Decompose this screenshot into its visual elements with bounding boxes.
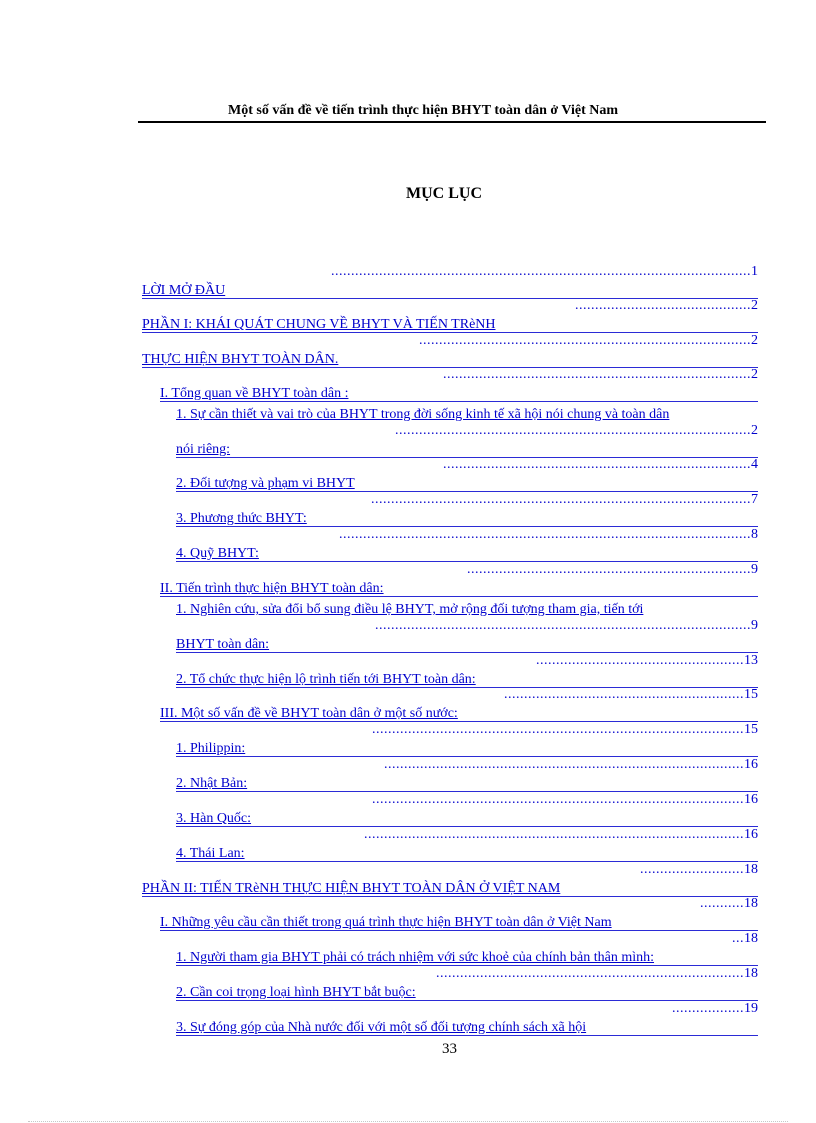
toc-entry[interactable] bbox=[142, 264, 758, 299]
toc-entry-label[interactable]: 4. Thái Lan: bbox=[176, 846, 245, 861]
running-header: Một số vấn đề về tiến trình thực hiện BHYT toàn dân ở Việt Nam bbox=[228, 103, 619, 118]
toc-entry[interactable] bbox=[142, 333, 758, 368]
toc-entry-page: ...............................................................................................16 bbox=[364, 827, 758, 842]
toc-entry-page: ..........................................................................................16 bbox=[384, 757, 758, 772]
toc-entry-label-line1[interactable]: 1. Nghiên cứu, sửa đổi bổ sung điều lệ BHYT, mở rộng đối tượng tham gia, tiến tới bbox=[176, 602, 644, 617]
toc-entry-label[interactable]: 1. Philippin: bbox=[176, 741, 246, 756]
toc-entry[interactable] bbox=[176, 407, 758, 458]
toc-entry[interactable] bbox=[176, 722, 758, 757]
toc-entry-page: .......................................................................................................8 bbox=[339, 527, 758, 542]
toc-entry-page: ...................................................................................2 bbox=[419, 333, 758, 348]
toc-entry-page: ...............................................................................................7 bbox=[371, 492, 758, 507]
toc-entry-page: .............................................................................4 bbox=[443, 457, 758, 472]
toc-entry-label[interactable]: 2. Tổ chức thực hiện lộ trình tiến tới BHYT toàn dân: bbox=[176, 672, 476, 687]
toc-entry[interactable] bbox=[176, 966, 758, 1001]
toc-entry[interactable] bbox=[160, 687, 758, 722]
toc-entry[interactable] bbox=[176, 653, 758, 688]
toc-entry-label[interactable]: nói riêng: bbox=[176, 442, 231, 457]
toc-entry-label[interactable]: III. Một số vấn đề về BHYT toàn dân ở một số nước: bbox=[160, 706, 458, 721]
toc-entry-page: ....................................................13 bbox=[536, 653, 758, 668]
toc-entry-page: ............................................................15 bbox=[504, 687, 758, 702]
toc-entry[interactable] bbox=[142, 862, 758, 897]
toc-entry-label[interactable]: THỰC HIỆN BHYT TOÀN DÂN. bbox=[142, 352, 339, 367]
toc-entry-page: .............................................................................18 bbox=[436, 966, 758, 981]
toc-entry-page: ..............................................................................................9 bbox=[375, 618, 758, 633]
toc-entry-label[interactable]: 4. Quỹ BHYT: bbox=[176, 546, 259, 561]
toc-entry-page: ............................................2 bbox=[575, 298, 758, 313]
toc-entry-label[interactable]: 3. Sự đóng góp của Nhà nước đối với một số đối tượng chính sách xã hội bbox=[176, 1020, 587, 1035]
toc-entry-page: .........................................................................................................1 bbox=[331, 264, 758, 279]
toc-entry-page: .............................................................................2 bbox=[443, 367, 758, 382]
toc-entry[interactable] bbox=[176, 931, 758, 966]
toc-entry-label[interactable]: PHẦN I: KHÁI QUÁT CHUNG VỀ BHYT VÀ TIẾN TRèNH bbox=[142, 317, 496, 332]
toc-entry[interactable] bbox=[176, 602, 758, 653]
toc-entry[interactable] bbox=[176, 1001, 758, 1036]
toc-entry-label[interactable]: II. Tiến trình thực hiện BHYT toàn dân: bbox=[160, 581, 384, 596]
toc-entry-label[interactable]: PHẦN II: TIẾN TRèNH THỰC HIỆN BHYT TOÀN DÂN Ở VIỆT NAM bbox=[142, 881, 561, 896]
toc-entry-page: .......................................................................9 bbox=[467, 562, 758, 577]
toc-entry-page: .............................................................................................16 bbox=[372, 792, 758, 807]
toc-entry-label[interactable]: I. Tổng quan về BHYT toàn dân : bbox=[160, 386, 349, 401]
toc-entry-label[interactable]: 3. Phương thức BHYT: bbox=[176, 511, 307, 526]
toc-entry-page: .........................................................................................2 bbox=[395, 423, 758, 438]
toc-entry[interactable] bbox=[176, 492, 758, 527]
toc-entry-page: ...........18 bbox=[700, 896, 758, 911]
toc-entry-label[interactable]: 1. Người tham gia BHYT phải có trách nhiệm với sức khoẻ của chính bản thân mình: bbox=[176, 950, 655, 965]
page-bottom-edge bbox=[28, 1121, 788, 1122]
toc-entry-label[interactable]: BHYT toàn dân: bbox=[176, 637, 270, 652]
toc-entry-label[interactable]: 2. Cần coi trọng loại hình BHYT bắt buộc: bbox=[176, 985, 416, 1000]
toc-entry-label[interactable]: 3. Hàn Quốc: bbox=[176, 811, 252, 826]
toc-entry[interactable] bbox=[176, 827, 758, 862]
toc-entry[interactable] bbox=[176, 527, 758, 562]
toc-entry-label[interactable]: LỜI MỞ ĐẦU bbox=[142, 283, 226, 298]
toc-entry[interactable] bbox=[176, 757, 758, 792]
toc-entry[interactable] bbox=[160, 562, 758, 597]
toc-entry[interactable] bbox=[160, 367, 758, 402]
toc-entry-label-line1[interactable]: 1. Sự cần thiết và vai trò của BHYT trong đời sống kinh tế xã hội nói chung và toàn dân bbox=[176, 407, 670, 422]
page-title: MỤC LỤC bbox=[406, 185, 482, 202]
toc-entry-label[interactable]: I. Những yêu cầu cần thiết trong quá trình thực hiện BHYT toàn dân ở Việt Nam bbox=[160, 915, 612, 930]
toc-entry-page: ...18 bbox=[732, 931, 758, 946]
toc-entry-page: ..................19 bbox=[672, 1001, 758, 1016]
toc-entry[interactable] bbox=[142, 298, 758, 333]
toc-entry-page: .............................................................................................15 bbox=[372, 722, 758, 737]
toc-entry[interactable] bbox=[160, 896, 758, 931]
toc-entry-label[interactable]: 2. Nhật Bản: bbox=[176, 776, 248, 791]
page-number: 33 bbox=[442, 1041, 457, 1057]
toc-entry-label[interactable]: 2. Đối tượng và phạm vi BHYT bbox=[176, 476, 355, 491]
toc-entry[interactable] bbox=[176, 792, 758, 827]
toc-entry-page: ..........................18 bbox=[640, 862, 758, 877]
toc-entry[interactable] bbox=[176, 457, 758, 492]
